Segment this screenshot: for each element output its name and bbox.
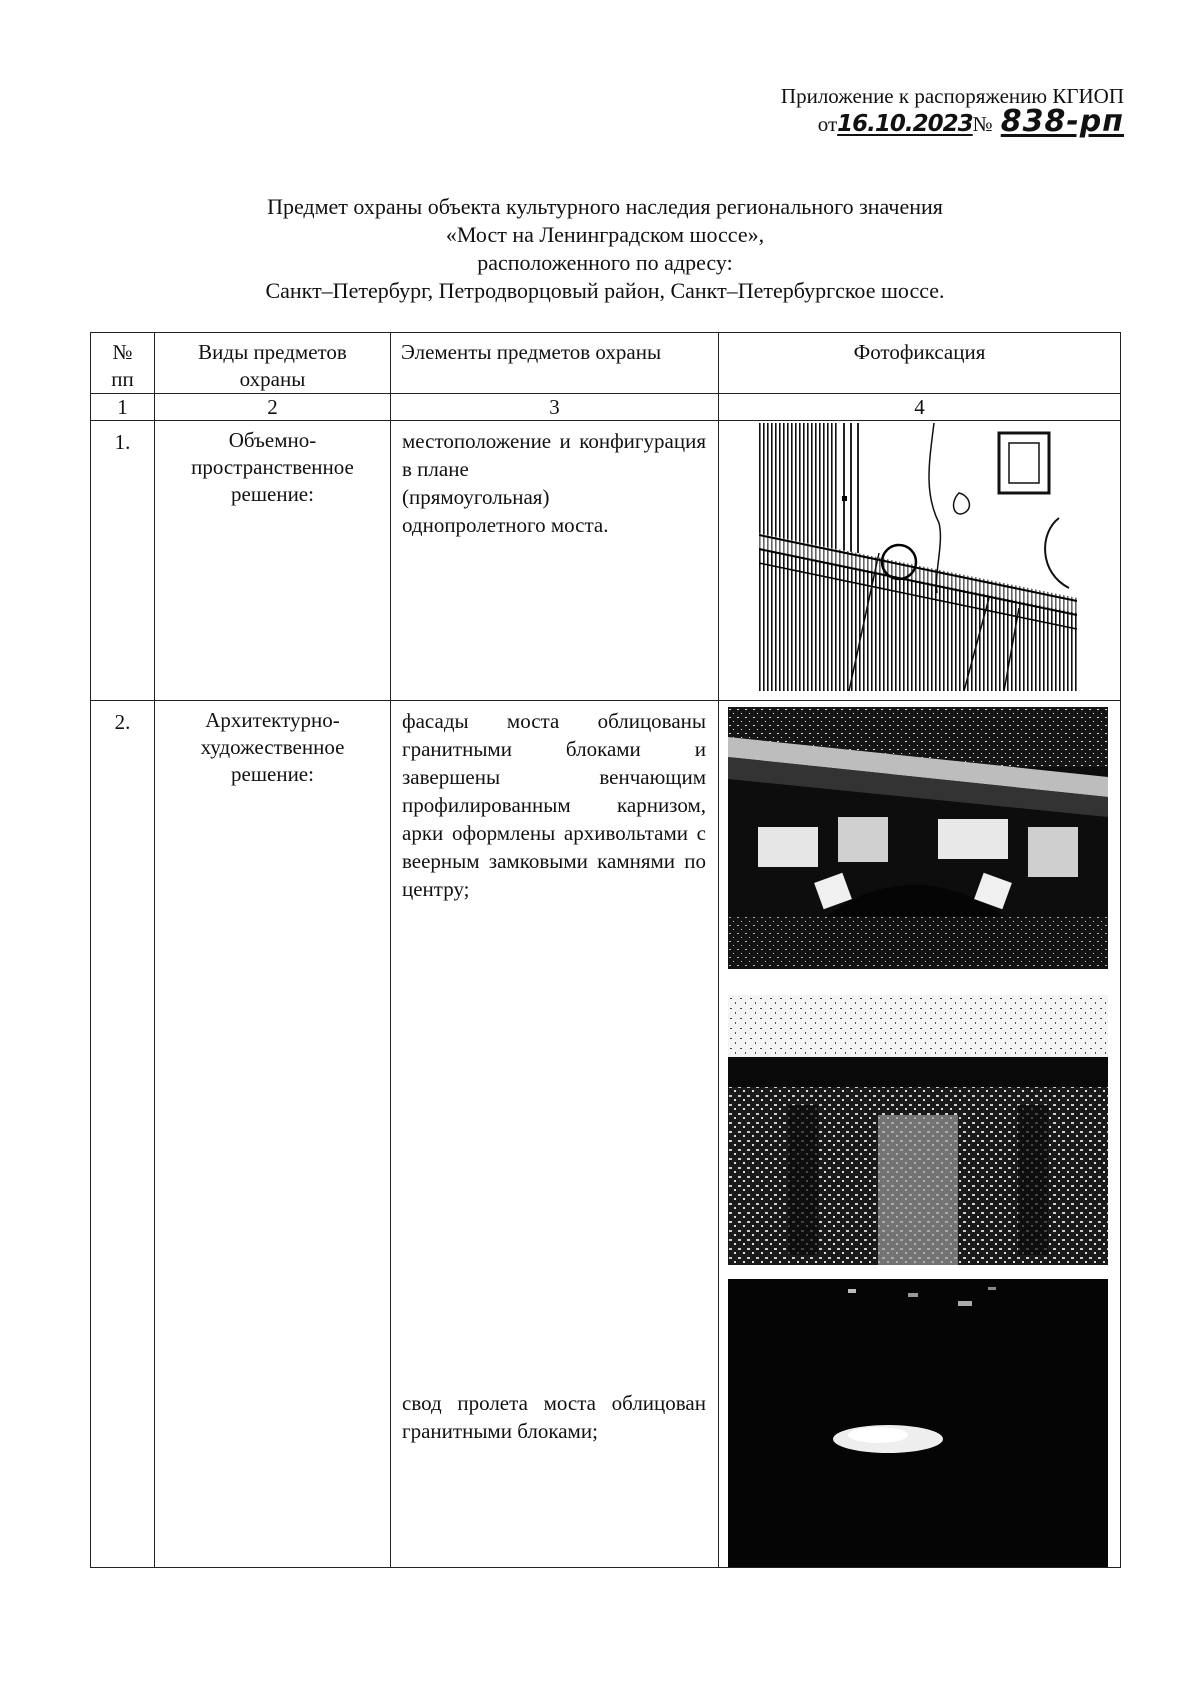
order-line: [781, 104, 1124, 139]
protection-elements: фасады моста облицованы гранитными блоками и завершены венчающим профилированным карнизом, арки оформлены архивольтами с веерным замковыми камнями по центру; свод пролета моста облицован гранитными блоками;: [391, 701, 719, 1568]
bridge-vault-photo: [728, 1279, 1108, 1567]
bridge-facade-photo: [728, 707, 1108, 969]
row-number: 1.: [91, 421, 155, 701]
order-number: 838-рп: [1000, 104, 1124, 139]
column-number-row: [91, 394, 1121, 421]
row-number: 2.: [91, 701, 155, 1568]
header-note: [781, 84, 1124, 137]
col-header-kind: Виды предметов охраны: [155, 333, 391, 394]
title-line-4: Санкт–Петербург, Петродворцовый район, Санкт–Петербургское шоссе.: [265, 278, 945, 303]
table-header-row: [91, 333, 1121, 394]
bridge-arch-photo: [728, 995, 1108, 1265]
title-line-1: Предмет охраны объекта культурного наследия регионального значения: [267, 194, 943, 219]
col-header-number: № пп: [91, 333, 155, 394]
col-number-4: 4: [719, 394, 1121, 421]
document-title: [90, 193, 1120, 305]
title-line-2: «Мост на Ленинградском шоссе»,: [445, 222, 765, 247]
site-plan-map-image: [759, 423, 1077, 691]
table-row: [91, 421, 1121, 701]
col-header-photo: Фотофиксация: [719, 333, 1121, 394]
number-sign: №: [972, 112, 993, 136]
protection-kind: Архитектурно- художественное решение:: [155, 701, 391, 1568]
col-number-1: 1: [91, 394, 155, 421]
protection-elements: местоположение и конфигурация в плане (прямоугольная) однопролетного моста.: [391, 421, 719, 701]
appendix-caption: Приложение к распоряжению КГИОП: [780, 84, 1124, 108]
table-row: [91, 701, 1121, 1568]
photo-cell: [719, 701, 1121, 1568]
order-date: 16.10.2023: [837, 111, 973, 137]
col-number-3: 3: [391, 394, 719, 421]
title-line-3: расположенного по адресу:: [477, 250, 733, 275]
photo-cell: [719, 421, 1121, 701]
col-header-elements: Элементы предметов охраны: [391, 333, 719, 394]
protection-table: [90, 332, 1121, 1568]
from-prefix: от: [817, 112, 838, 136]
protection-kind: Объемно- пространственное решение:: [155, 421, 391, 701]
col-number-2: 2: [155, 394, 391, 421]
